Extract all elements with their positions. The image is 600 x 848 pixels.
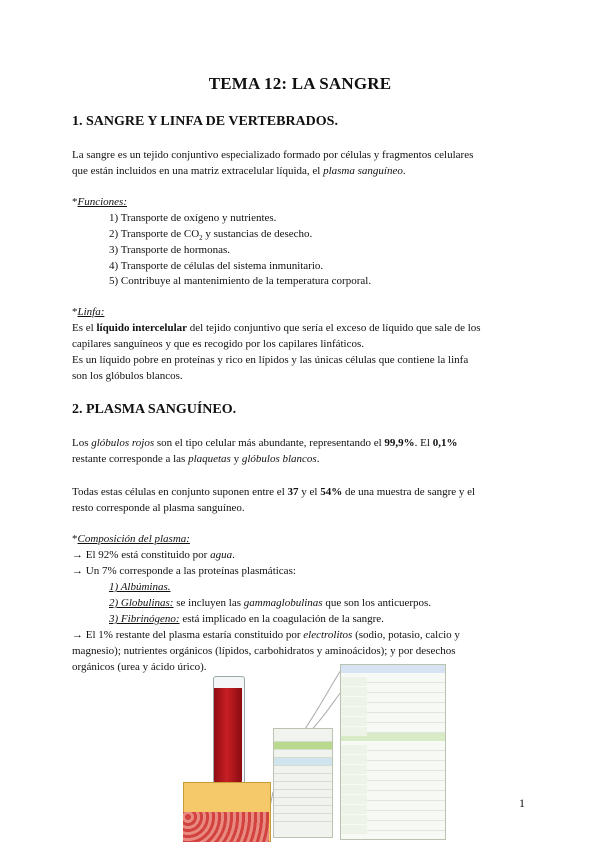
proteina-fibrinogeno: 3) Fibrinógeno: está implicado en la coagulación de la sangre. xyxy=(109,613,384,625)
intro-line-1: La sangre es un tejido conjuntivo especializado formado por células y fragmentos celulares xyxy=(72,149,474,161)
composicion-electrolitos: → El 1% restante del plasma estaría constituido por electrolitos (sodio, potasio, calcio y xyxy=(72,629,460,641)
plasma-p1-line-1: Los glóbulos rojos son el tipo celular más abundante, representando el 99,9%. El 0,1% xyxy=(72,437,458,449)
linfa-line-2: capilares sanguíneos y que es recogido por los capilares linfáticos. xyxy=(72,338,365,350)
proteina-albuminas: 1) Albúminas. xyxy=(109,581,171,593)
plasma-proteins-electrolytes-table xyxy=(340,664,446,840)
plasma-components-table xyxy=(273,728,333,838)
funcion-item: 1) Transporte de oxígeno y nutrientes. xyxy=(109,212,277,224)
blood-sample xyxy=(214,688,242,794)
section-1-heading: 1. SANGRE Y LINFA DE VERTEBRADOS. xyxy=(72,114,338,129)
section-2-heading: 2. PLASMA SANGUÍNEO. xyxy=(72,402,237,417)
page-number: 1 xyxy=(519,796,525,810)
plasma-p2-line-1: Todas estas células en conjunto suponen entre el 37 y el 54% de una muestra de sangre y el xyxy=(72,486,476,498)
composicion-agua: → El 92% está constituido por agua. xyxy=(72,549,235,561)
composicion-desechos: orgánicos (urea y ácido úrico). xyxy=(72,661,207,673)
linfa-line-3: Es un líquido pobre en proteínas y rico en lípidos y las únicas células que contiene la linfa xyxy=(72,354,469,366)
intro-line-2: que están incluidos en una matriz extracelular líquida, el plasma sanguíneo. xyxy=(72,165,406,177)
linfa-line-1: Es el líquido intercelular del tejido conjuntivo que sería el exceso de líquido que sale de los xyxy=(72,322,481,334)
blood-cells-layer xyxy=(183,812,269,842)
funcion-item: 3) Transporte de hormonas. xyxy=(109,244,230,256)
funcion-item: 2) Transporte de $CO_2$ y sustancias de desecho. xyxy=(109,228,313,243)
linfa-label: *Linfa: xyxy=(72,306,105,318)
composicion-proteinas: → Un 7% corresponde a las proteínas plasmáticas: xyxy=(72,565,296,577)
plasma-p2-line-2: resto corresponde al plasma sanguíneo. xyxy=(72,502,245,514)
plasma-p1-line-2: restante corresponde a las plaquetas y glóbulos blancos. xyxy=(72,453,320,465)
composicion-label: *Composición del plasma: xyxy=(72,533,190,545)
proteina-globulinas: 2) Globulinas: se incluyen las gammaglobulinas que son los anticuerpos. xyxy=(109,597,432,609)
blood-composition-figure xyxy=(183,662,528,842)
page-title: TEMA 12: LA SANGRE xyxy=(208,74,392,93)
funcion-item: 5) Contribuye al mantenimiento de la temperatura corporal. xyxy=(109,275,372,287)
linfa-line-4: son los glóbulos blancos. xyxy=(72,370,183,382)
funciones-label: *Funciones: xyxy=(72,196,127,208)
composicion-nutrientes: magnesio); nutrientes orgánicos (lípidos, carbohidratos y aminoácidos); y por desechos xyxy=(72,645,456,657)
funcion-item: 4) Transporte de células del sistema inmunitario. xyxy=(109,260,324,272)
